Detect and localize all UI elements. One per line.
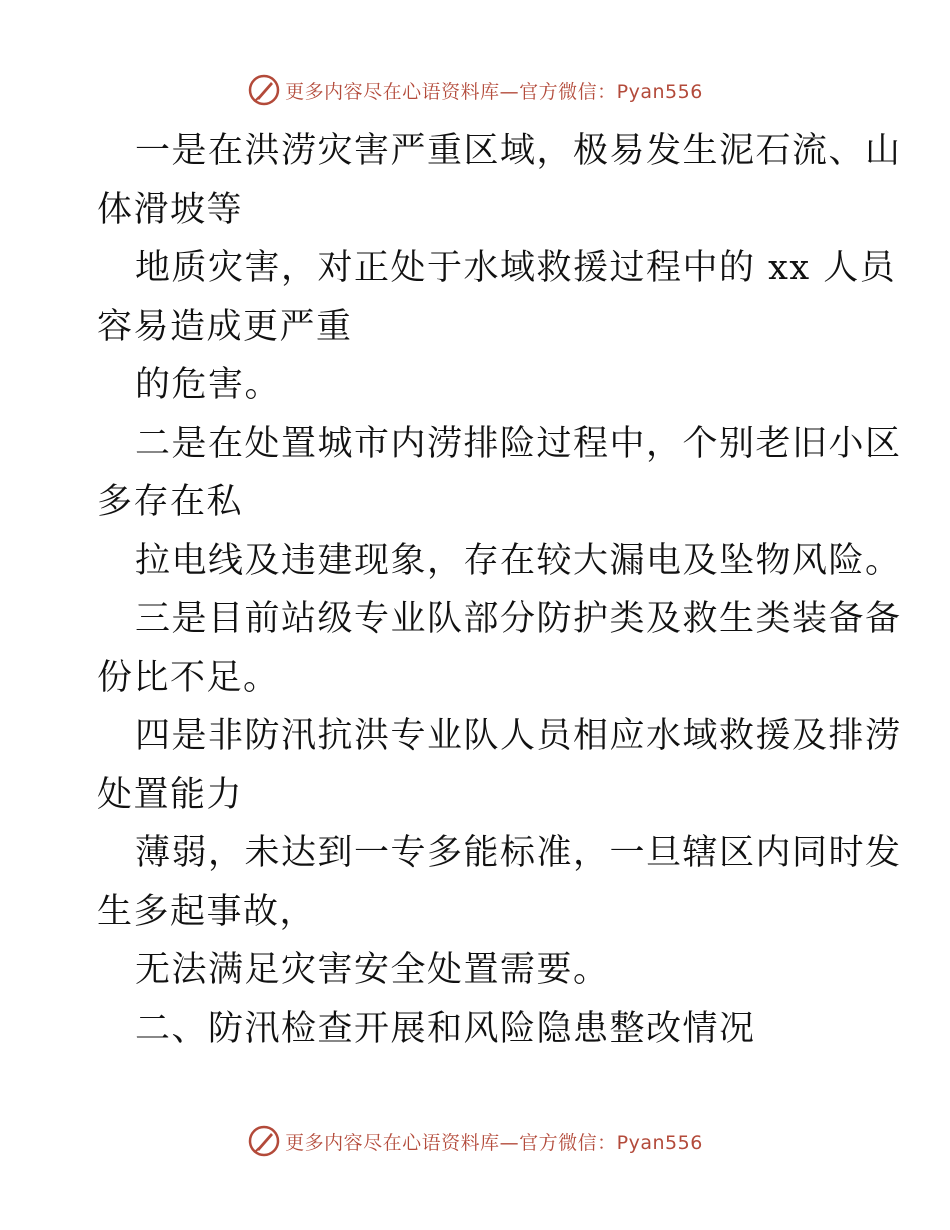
watermark-text: 更多内容尽在心语资料库—官方微信：Pyan556 [285, 80, 703, 103]
text-line: 薄弱，未达到一专多能标准，一旦辖区内同时发 [135, 833, 902, 873]
header-watermark [0, 70, 950, 110]
text-line: 容易造成更严重 [97, 306, 353, 347]
text-line: 多存在私 [97, 482, 244, 522]
text-line: 二是在处置城市内涝排险过程中，个别老旧小区 [135, 423, 902, 464]
text-line: 生多起事故， [97, 891, 317, 932]
text-line: 处置能力 [97, 774, 244, 815]
text-line: 的危害。 [135, 365, 282, 405]
footer-watermark [0, 1121, 950, 1161]
quill-logo-icon [247, 73, 281, 107]
watermark-text: 更多内容尽在心语资料库—官方微信：Pyan556 [285, 1131, 703, 1154]
text-line: 三是目前站级专业队部分防护类及救生类装备备 [135, 599, 902, 639]
text-line: 无法满足灾害安全处置需要。 [135, 950, 610, 990]
text-line: 份比不足。 [97, 657, 280, 698]
quill-logo-icon [247, 1124, 281, 1158]
text-line: 拉电线及违建现象，存在较大漏电及坠物风险。 [135, 540, 902, 581]
text-line: 体滑坡等 [97, 189, 244, 230]
text-line: 地质灾害，对正处于水域救援过程中的 xx 人员 [135, 248, 897, 288]
text-line: 四是非防汛抗洪专业队人员相应水域救援及排涝 [135, 716, 902, 756]
document-body [97, 122, 902, 1058]
text-line: 一是在洪涝灾害严重区域，极易发生泥石流、山 [135, 131, 902, 171]
text-line: 二、防汛检查开展和风险隐患整改情况 [135, 1008, 756, 1049]
